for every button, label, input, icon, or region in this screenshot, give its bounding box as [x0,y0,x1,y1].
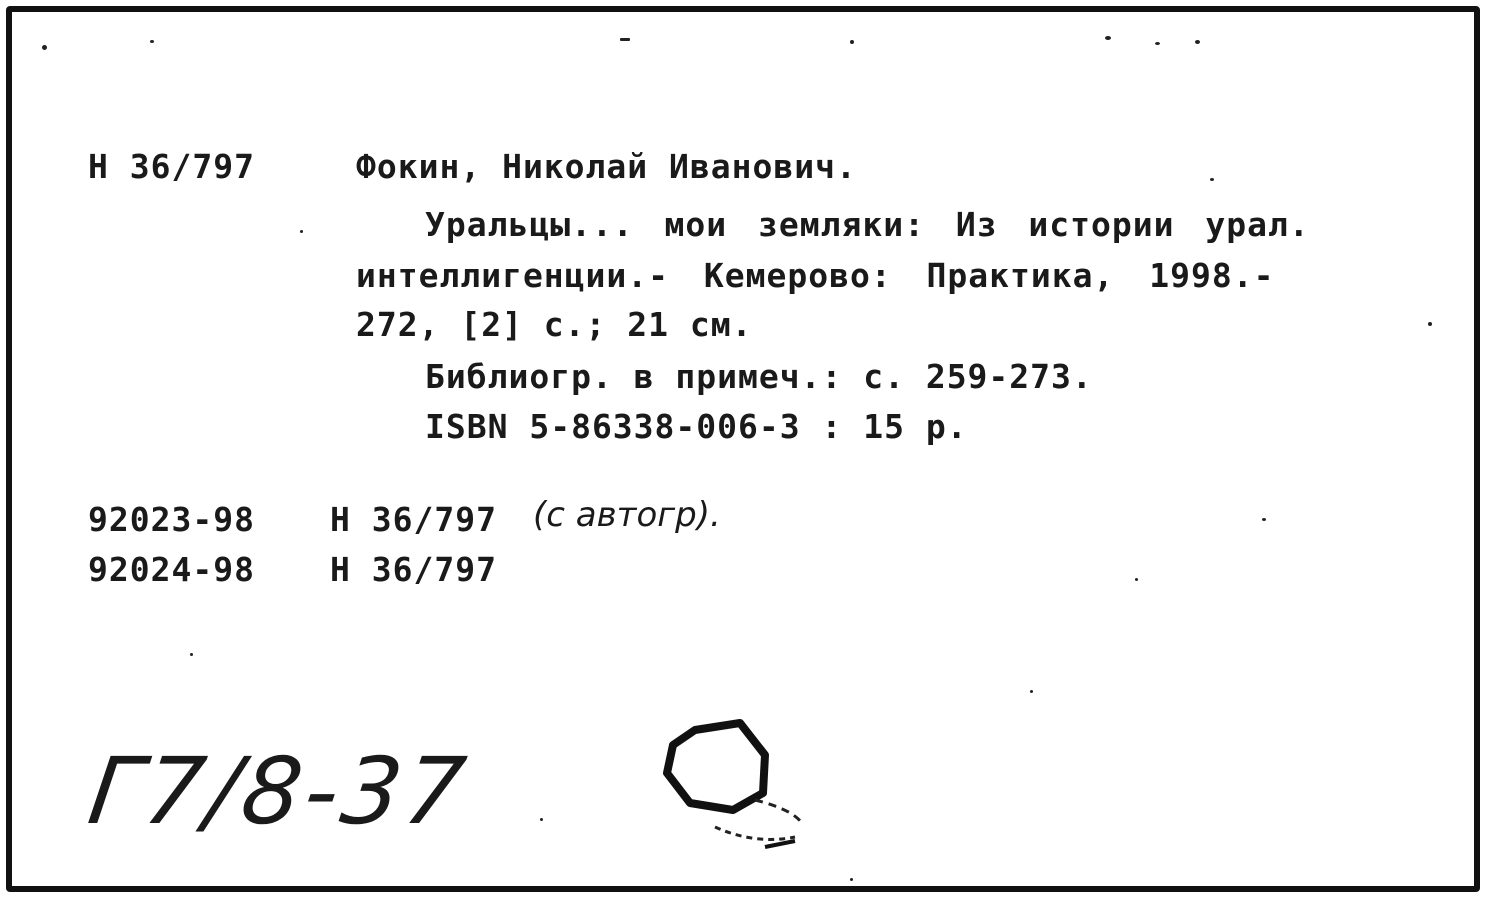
shelf-mark-2: Н 36/797 [330,550,497,589]
scan-speck [1030,690,1033,693]
scan-speck [850,40,854,44]
scan-speck [1135,578,1138,581]
handwritten-annotation: (с автогр). [533,495,721,535]
bibliography-note: Библиогр. в примеч.: с. 259-273. [425,357,1093,396]
isbn-line: ISBN 5-86338-006-3 : 15 р. [425,407,968,446]
scan-speck [150,40,154,43]
scan-speck [42,45,47,50]
scan-speck [1155,42,1160,45]
shelf-mark-1: Н 36/797 [330,500,497,539]
scan-speck [1210,178,1214,181]
scan-speck [540,818,543,821]
inventory-number-1: 92023-98 [88,500,255,539]
scan-speck [1428,322,1432,326]
scan-speck [300,230,303,233]
title-line-2: интеллигенции.- Кемерово: Практика, 1998.- [356,256,1275,295]
author-heading: Фокин, Николай Иванович. [356,147,857,186]
scan-speck [1262,518,1266,521]
scan-speck [1195,40,1200,44]
inventory-number-2: 92024-98 [88,550,255,589]
scan-speck [620,38,630,41]
handwritten-code: Г7/8-37 [82,738,476,845]
physical-description: 272, [2] с.; 21 см. [356,305,753,344]
hole-mark-icon [655,715,825,865]
title-line-1: Уральцы... мои земляки: Из истории урал. [425,205,1310,244]
scan-speck [850,878,853,881]
call-number: Н 36/797 [88,147,255,186]
scan-speck [190,653,193,656]
scan-speck [1105,36,1111,40]
